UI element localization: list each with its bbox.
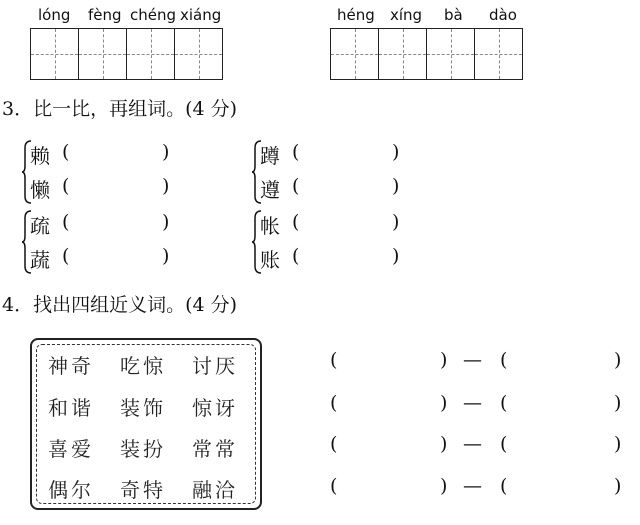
- pinyin-label: lóng: [38, 6, 71, 24]
- word-bank-item: 神奇: [48, 354, 94, 378]
- answer-paren-open: (: [330, 475, 338, 497]
- pinyin-label: fèng: [88, 6, 122, 24]
- answer-paren-close: ): [614, 392, 622, 414]
- compare-char: 赖: [30, 144, 50, 168]
- answer-dash: —: [463, 349, 482, 371]
- paren-close: ): [162, 141, 170, 163]
- writing-cell[interactable]: [475, 29, 523, 79]
- paren-open: (: [62, 175, 70, 197]
- pinyin-label: chéng: [130, 6, 177, 24]
- compare-char: 遵: [260, 178, 280, 202]
- paren-close: ): [162, 175, 170, 197]
- answer-paren-close: ): [440, 392, 448, 414]
- paren-open: (: [62, 245, 70, 267]
- paren-close: ): [392, 141, 400, 163]
- compare-char: 疏: [30, 214, 50, 238]
- answer-paren-open: (: [500, 433, 508, 455]
- writing-cell[interactable]: [79, 29, 127, 79]
- writing-cell[interactable]: [331, 29, 379, 79]
- word-bank-item: 吃惊: [120, 354, 166, 378]
- pinyin-label: dào: [489, 6, 517, 24]
- question-3-heading: 3．比一比，再组词。(4 分): [2, 98, 238, 120]
- answer-paren-close: ): [614, 349, 622, 371]
- answer-paren-close: ): [614, 433, 622, 455]
- writing-cell[interactable]: [379, 29, 427, 79]
- word-bank-item: 融洽: [192, 478, 238, 502]
- answer-dash: —: [463, 433, 482, 455]
- compare-pair: [22, 138, 222, 208]
- compare-pair: [252, 138, 452, 208]
- paren-close: ): [162, 211, 170, 233]
- paren-close: ): [392, 211, 400, 233]
- writing-cell[interactable]: [427, 29, 475, 79]
- paren-open: (: [292, 141, 300, 163]
- paren-open: (: [292, 211, 300, 233]
- pinyin-label: xiáng: [180, 6, 222, 24]
- answer-dash: —: [463, 392, 482, 414]
- paren-open: (: [292, 175, 300, 197]
- paren-close: ): [392, 245, 400, 267]
- answer-paren-open: (: [500, 349, 508, 371]
- answer-paren-close: ): [440, 475, 448, 497]
- question-4-heading: 4．找出四组近义词。(4 分): [2, 294, 238, 316]
- paren-close: ): [162, 245, 170, 267]
- answer-dash: —: [463, 475, 482, 497]
- answer-paren-close: ): [440, 349, 448, 371]
- compare-char: 帐: [260, 214, 280, 238]
- word-bank-item: 讨厌: [192, 354, 238, 378]
- writing-grid-left: [30, 28, 223, 80]
- answer-paren-open: (: [330, 349, 338, 371]
- answer-paren-open: (: [330, 433, 338, 455]
- word-bank-item: 装饰: [120, 396, 166, 420]
- word-bank-item: 偶尔: [48, 478, 94, 502]
- pinyin-label: xíng: [390, 6, 423, 24]
- answer-paren-close: ): [614, 475, 622, 497]
- word-bank-item: 惊讶: [192, 396, 238, 420]
- answer-paren-open: (: [500, 392, 508, 414]
- paren-open: (: [62, 211, 70, 233]
- paren-close: ): [392, 175, 400, 197]
- compare-char: 账: [260, 248, 280, 272]
- writing-cell[interactable]: [31, 29, 79, 79]
- answer-paren-close: ): [440, 433, 448, 455]
- word-bank-item: 装扮: [120, 437, 166, 461]
- word-bank-item: 和谐: [48, 396, 94, 420]
- answer-paren-open: (: [500, 475, 508, 497]
- pinyin-label: bà: [444, 6, 463, 24]
- word-bank-item: 奇特: [120, 478, 166, 502]
- answer-paren-open: (: [330, 392, 338, 414]
- writing-cell[interactable]: [175, 29, 223, 79]
- paren-open: (: [292, 245, 300, 267]
- compare-char: 懒: [30, 178, 50, 202]
- writing-cell[interactable]: [127, 29, 175, 79]
- paren-open: (: [62, 141, 70, 163]
- word-bank-box: [30, 338, 262, 510]
- compare-char: 蹲: [260, 144, 280, 168]
- word-bank-item: 喜爱: [48, 437, 94, 461]
- compare-char: 蔬: [30, 248, 50, 272]
- pinyin-label: héng: [337, 6, 375, 24]
- word-bank-item: 常常: [192, 437, 238, 461]
- writing-grid-right: [330, 28, 523, 80]
- compare-pair: [252, 208, 452, 278]
- compare-pair: [22, 208, 222, 278]
